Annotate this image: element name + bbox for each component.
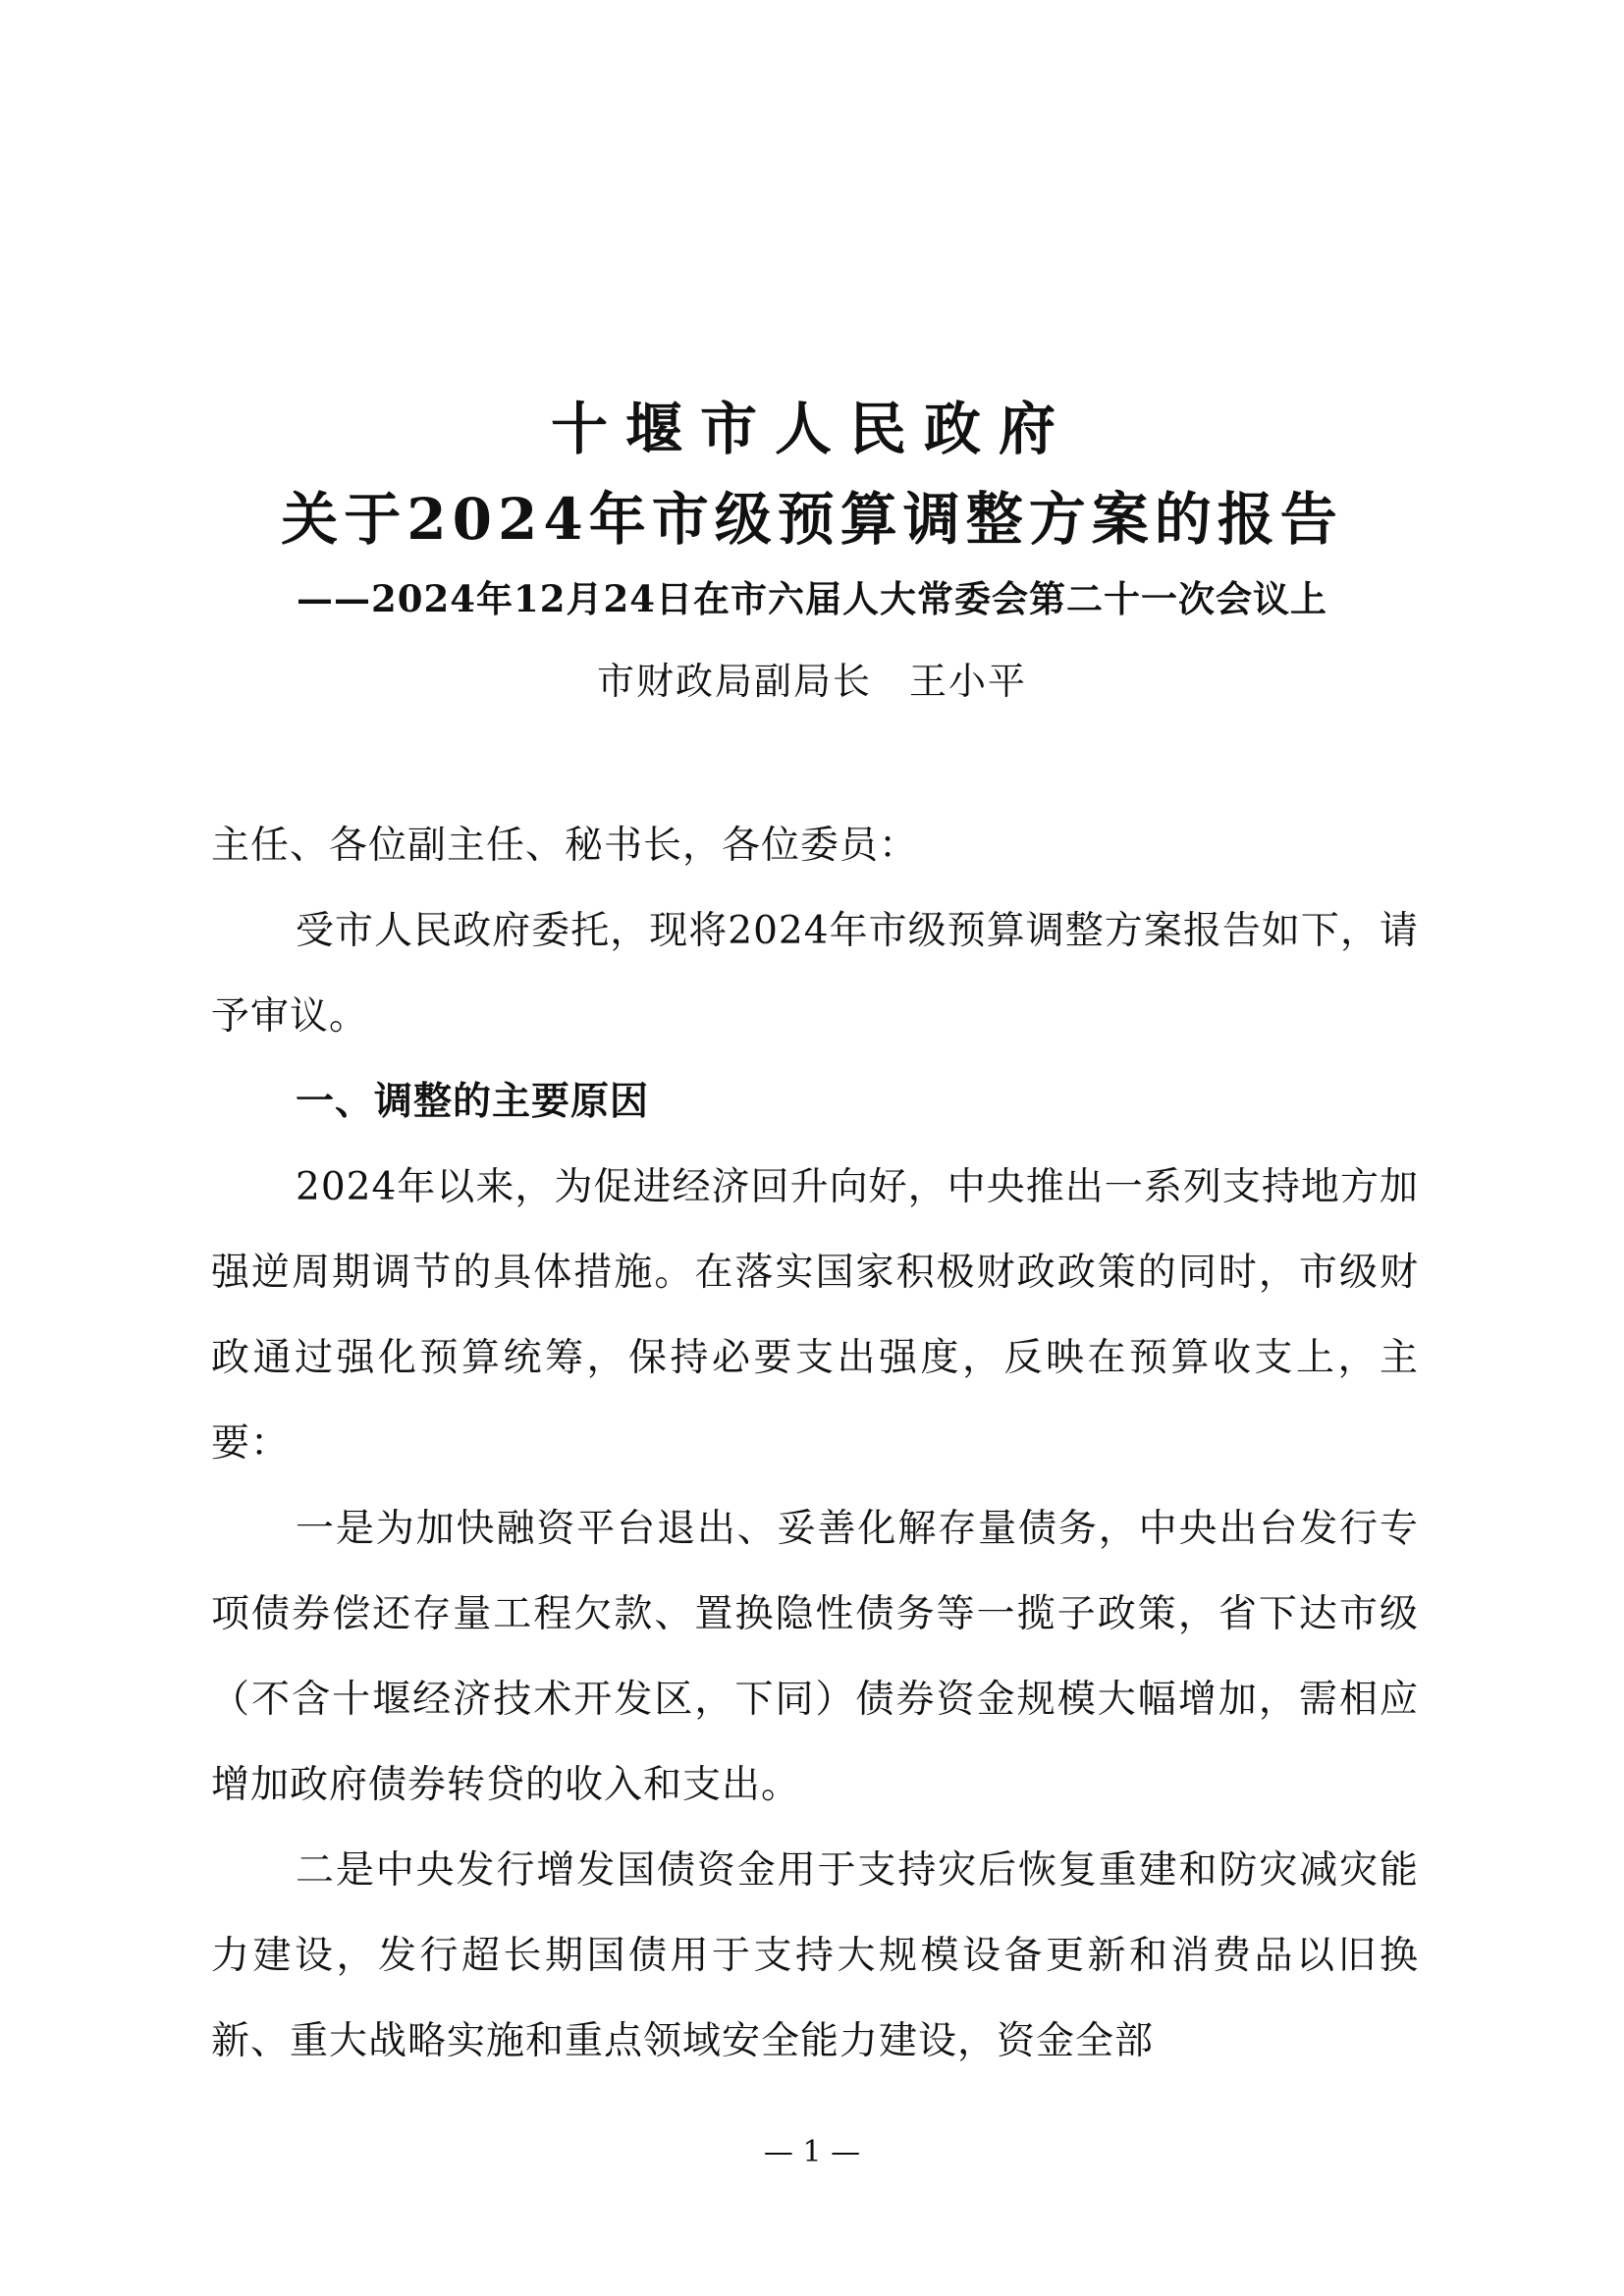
author-line [0, 660, 1624, 703]
page-number: — 1 — [763, 2135, 861, 2169]
document-title: 关于2024年市级预算调整方案的报告 [281, 486, 1343, 553]
section-heading: 一、调整的主要原因 [296, 1079, 650, 1124]
paragraph-reason-one: 一是为加快融资平台退出、妥善化解存量债务，中央出台发行专项债券偿还存量工程欠款、置换隐性债务等一揽子政策，省下达市级（不含十堰经济技术开发区，下同）债券资金规模大幅增加，需相应增加政府债券转贷的收入和支出。 [211, 1507, 1419, 1807]
author-name: 王小平 [909, 660, 1028, 703]
paragraph-reason-two: 二是中央发行增发国债资金用于支持灾后恢复重建和防灾减灾能力建设，发行超长期国债用于支持大规模设备更新和消费品以旧换新、重大战略实施和重点领域安全能力建设，资金全部 [211, 1848, 1419, 2063]
paragraph-reasons: 2024年以来，为促进经济回升向好，中央推出一系列支持地方加强逆周期调节的具体措施。在落实国家积极财政政策的同时，市级财政通过强化预算统筹，保持必要支出强度，反映在预算收支上，主要： [211, 1165, 1419, 1466]
paragraph-intro: 受市人民政府委托，现将2024年市级预算调整方案报告如下，请予审议。 [211, 909, 1419, 1039]
author-role: 市财政局副局长 [596, 660, 872, 703]
salutation: 主任、各位副主任、秘书长，各位委员： [211, 824, 919, 868]
document-title-issuer: 十堰市人民政府 [550, 396, 1073, 462]
document-subtitle: ——2024年12月24日在市六届人大常委会第二十一次会议上 [297, 577, 1327, 620]
